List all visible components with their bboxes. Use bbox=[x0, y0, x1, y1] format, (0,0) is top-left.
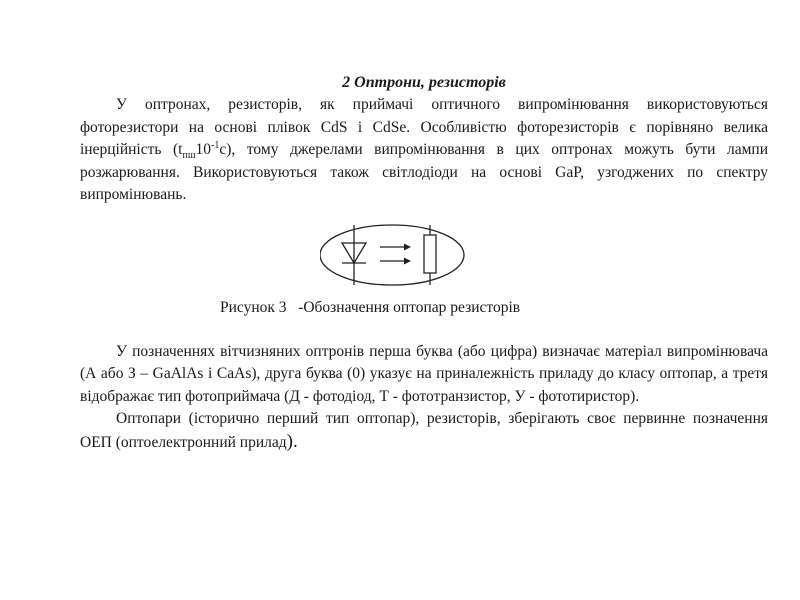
light-arrows bbox=[380, 243, 411, 264]
resistor-symbol bbox=[424, 225, 436, 285]
paragraph-oep-closing: ). bbox=[286, 430, 298, 452]
optocoupler-figure bbox=[80, 221, 768, 289]
paragraph-photoresistors bbox=[80, 94, 768, 207]
led-symbol bbox=[342, 225, 366, 285]
section-heading: 2 Оптрони, резисторів bbox=[342, 74, 506, 91]
subscript-text: пш bbox=[182, 150, 196, 162]
figure-caption bbox=[80, 297, 768, 319]
figure-caption-text: -Обозначення оптопар резисторів bbox=[298, 298, 521, 316]
paragraph-text-part1: У оптронах, резисторів, як приймачі оптичного випромінювання використовуються фоторезистори на основі плівок CdS і CdSe. Особливістю фоторезисторів є порівняно велика інерційність (t bbox=[80, 96, 768, 158]
optocoupler-enclosure bbox=[320, 225, 464, 285]
superscript-text: -1 bbox=[211, 139, 220, 151]
paragraph-oep-text: Оптопари (історично перший тип оптопар), резисторів, зберігають своє первинне позначення ОЕП (оптоелектронний прилад bbox=[80, 410, 768, 451]
optocoupler-symbol bbox=[320, 221, 520, 289]
figure-caption-number: Рисунок 3 bbox=[220, 298, 287, 316]
paragraph-marking: У позначеннях вітчизняних оптронів перша буква (або цифра) визначає матеріал випромінювача (А або З – GaAlAs і CaAs), друга буква (0) указує на приналежність приладу до класу оптопар, а третя відображає тип фотоприймача (Д - фотодіод, Т - фототранзистор, У - фототиристор). bbox=[80, 342, 768, 405]
paragraph-text-part2: 10 bbox=[195, 141, 212, 158]
document-page bbox=[80, 72, 768, 454]
spacer bbox=[80, 319, 768, 341]
paragraph-oep bbox=[80, 408, 768, 454]
paragraph-text-part3: с), тому джерелами випромінювання в цих оптронах можуть бути лампи розжарювання. Використовуються також світлодіоди на основі GaP, узгоджених по спектру випромінювань. bbox=[80, 141, 768, 203]
